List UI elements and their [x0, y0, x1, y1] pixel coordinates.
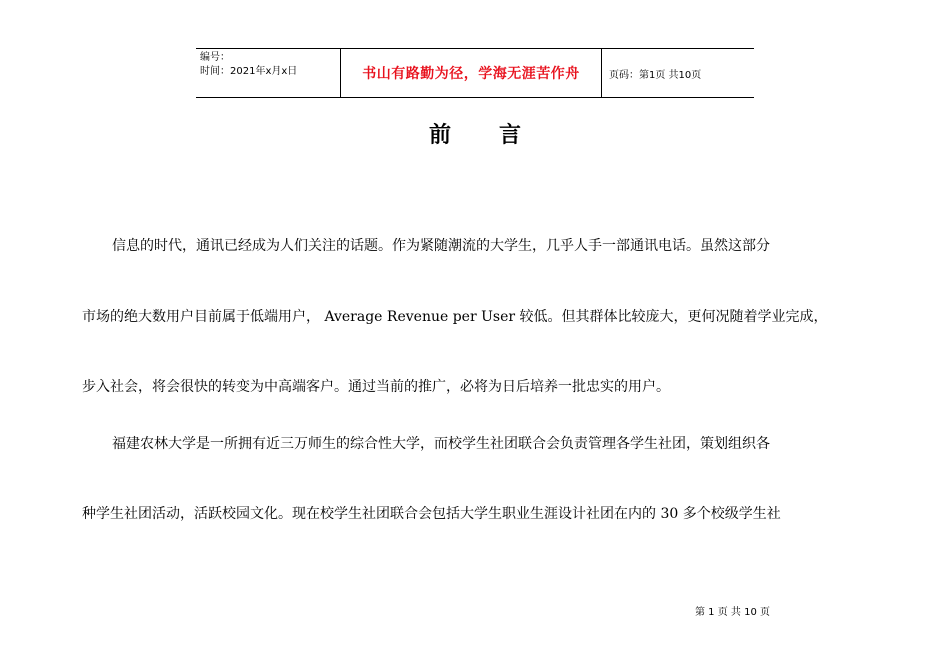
paragraph2-line1: 福建农林大学是一所拥有近三万师生的综合性大学，而校学生社团联合会负责管理各学生社团，策划组织各 — [112, 436, 770, 452]
header-info-cell — [196, 49, 340, 97]
page-title: 前言 — [428, 123, 569, 148]
header-page-code: 页码：第1页 共10页 — [609, 69, 702, 81]
time-label: 时间：2021年x月x日 — [200, 66, 298, 77]
number-label: 编号： — [200, 52, 230, 63]
paragraph1-line1: 信息的时代，通讯已经成为人们关注的话题。作为紧随潮流的大学生，几乎人手一部通讯电话。虽然这部分 — [112, 238, 770, 254]
paragraph1-line2: 市场的绝大数用户目前属于低端用户， Average Revenue per User 较低。但其群体比较庞大，更何况随着学业完成， — [82, 309, 828, 325]
paragraph2-line2: 种学生社团活动，活跃校园文化。现在校学生社团联合会包括大学生职业生涯设计社团在内的 30 多个校级学生社 — [82, 506, 781, 522]
document-header — [196, 48, 754, 98]
paragraph1-line3: 步入社会，将会很快的转变为中高端客户。通过当前的推广，必将为日后培养一批忠实的用户。 — [82, 379, 670, 395]
header-motto: 书山有路勤为径，学海无涯苦作舟 — [340, 49, 602, 97]
page-footer: 第 1 页 共 10 页 — [695, 607, 770, 618]
